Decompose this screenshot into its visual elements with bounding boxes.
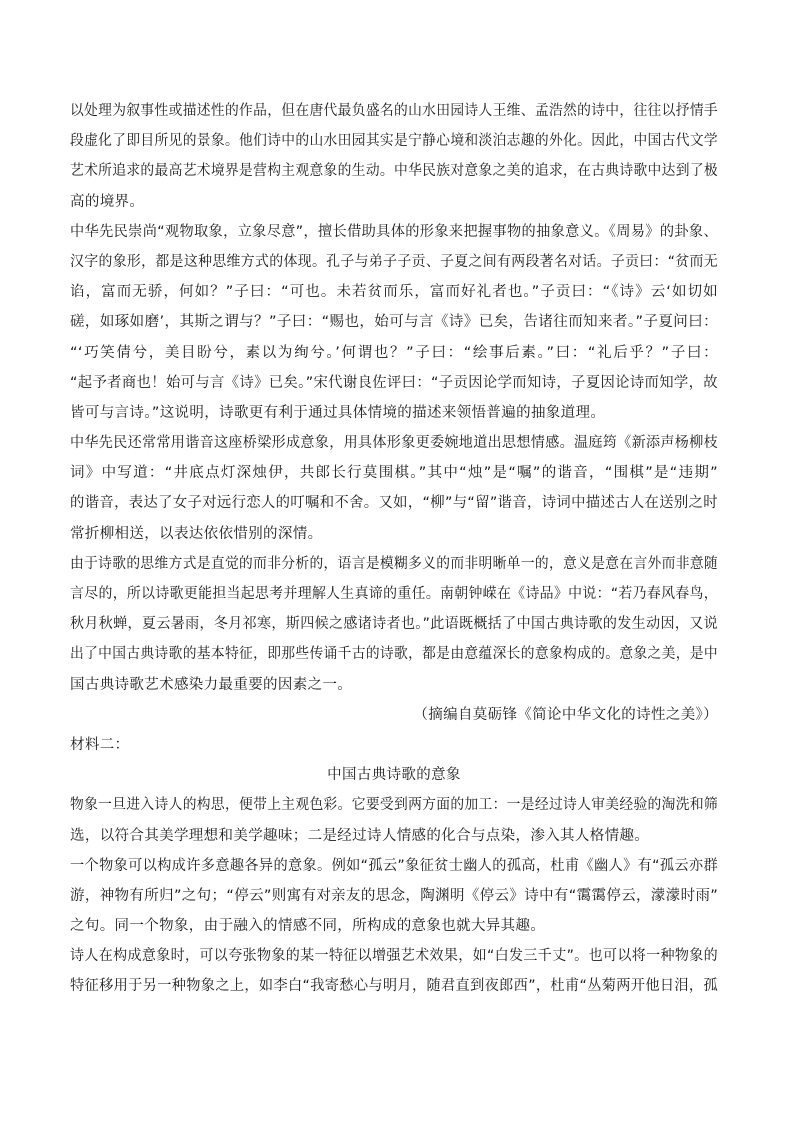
paragraph-line: 诗人在构成意象时，可以夸张物象的某一特征以增强艺术效果，如“白发三千丈”。也可以将一种物象的 [70, 948, 718, 965]
paragraph-line: 常折柳相送，以表达依依惜别的深情。 [70, 525, 323, 542]
paragraph-line: 艺术所追求的最高艺术境界是营构主观意象的生动。中华民族对意象之美的追求，在古典诗歌中达到了极 [70, 163, 718, 180]
document-body [70, 96, 718, 1002]
paragraph-line: 之句。同一个物象，由于融入的情感不同，所构成的意象也就大异其趣。 [70, 918, 546, 935]
paragraph-line: 汉字的象形，都是这种思维方式的体现。孔子与弟子子贡、子夏之间有两段著名对话。子贡曰：“贫而无 [70, 253, 718, 270]
paragraph-line: 出了中国古典诗歌的基本特征，即那些传诵千古的诗歌，都是由意蕴深长的意象构成的。意象之美，是中 [70, 646, 718, 663]
paragraph-line: 物象一旦进入诗人的构思，便带上主观色彩。它要受到两方面的加工：一是经过诗人审美经验的淘洗和筛 [70, 797, 718, 814]
paragraph-line: 中华先民还常常用谐音这座桥梁形成意象，用具体形象更委婉地道出思想情感。温庭筠《新添声杨柳枝 [70, 435, 718, 452]
paragraph-line: 由于诗歌的思维方式是直觉的而非分析的，语言是模糊多义的而非明晰单一的，意义是意在言外而非意随 [70, 555, 718, 572]
paragraph-line: “起予者商也！始可与言《诗》已矣。”宋代谢良佐评曰：“子贡因论学而知诗，子夏因论诗而知学，故 [70, 374, 718, 391]
paragraph-line: 磋，如琢如磨’，其斯之谓与？”子曰：“赐也，始可与言《诗》已矣，告诸往而知来者。”子夏问曰： [70, 314, 718, 331]
paragraph-line: 高的境界。 [70, 193, 145, 210]
paragraph-line: “‘巧笑倩兮，美目盼兮，素以为绚兮。’何谓也？”子曰：“绘事后素。”曰：“礼后乎？”子曰： [70, 344, 718, 361]
section-title: 中国古典诗歌的意象 [327, 767, 461, 784]
paragraph-line: 中华先民崇尚“观物取象，立象尽意”，擅长借助具体的形象来把握事物的抽象意义。《周易》的卦象、 [70, 223, 718, 240]
paragraph-line: 的谐音，表达了女子对远行恋人的叮嘱和不舍。又如，“柳”与“留”谐音，诗词中描述古人在送别之时 [70, 495, 718, 512]
paragraph-line: 特征移用于另一种物象之上，如李白“我寄愁心与明月，随君直到夜郎西”，杜甫“丛菊两开他日泪，孤 [70, 978, 718, 995]
paragraph-line: 一个物象可以构成许多意趣各异的意象。例如“孤云”象征贫士幽人的孤高，杜甫《幽人》有“孤云亦群 [70, 857, 718, 874]
paragraph-line: 段虚化了即目所见的景象。他们诗中的山水田园其实是宁静心境和淡泊志趣的外化。因此，中国古代文学 [70, 133, 718, 150]
source-citation: （摘编自莫砺锋《简论中华文化的诗性之美》） [413, 706, 718, 723]
paragraph-line: 皆可与言诗。”这说明，诗歌更有利于通过具体情境的描述来领悟普遍的抽象道理。 [70, 404, 606, 421]
paragraph-line: 选，以符合其美学理想和美学趣味；二是经过诗人情感的化合与点染，渗入其人格情趣。 [70, 827, 650, 844]
paragraph-line: 谄，富而无骄，何如？”子曰：“可也。未若贫而乐，富而好礼者也。”子贡曰：“《诗》云‘如切如 [70, 284, 718, 301]
material-label: 材料二： [70, 736, 130, 753]
paragraph-line: 秋月秋蝉，夏云暑雨，冬月祁寒，斯四候之感诸诗者也。”此语既概括了中国古典诗歌的发生动因，又说 [70, 616, 718, 633]
paragraph-line: 以处理为叙事性或描述性的作品，但在唐代最负盛名的山水田园诗人王维、孟浩然的诗中，往往以抒情手 [70, 103, 718, 119]
paragraph-line: 游，神物有所归”之句；“停云”则寓有对亲友的思念，陶渊明《停云》诗中有“霭霭停云，濛濛时雨” [70, 887, 719, 904]
paragraph-line: 词》中写道：“井底点灯深烛伊，共郎长行莫围棋。”其中“烛”是“嘱”的谐音，“围棋”是“违期” [70, 465, 718, 482]
paragraph-line: 国古典诗歌艺术感染力最重要的因素之一。 [70, 676, 353, 693]
paragraph-line: 言尽的，所以诗歌更能担当起思考并理解人生真谛的重任。南朝钟嵘在《诗品》中说：“若乃春风春鸟， [70, 586, 718, 602]
